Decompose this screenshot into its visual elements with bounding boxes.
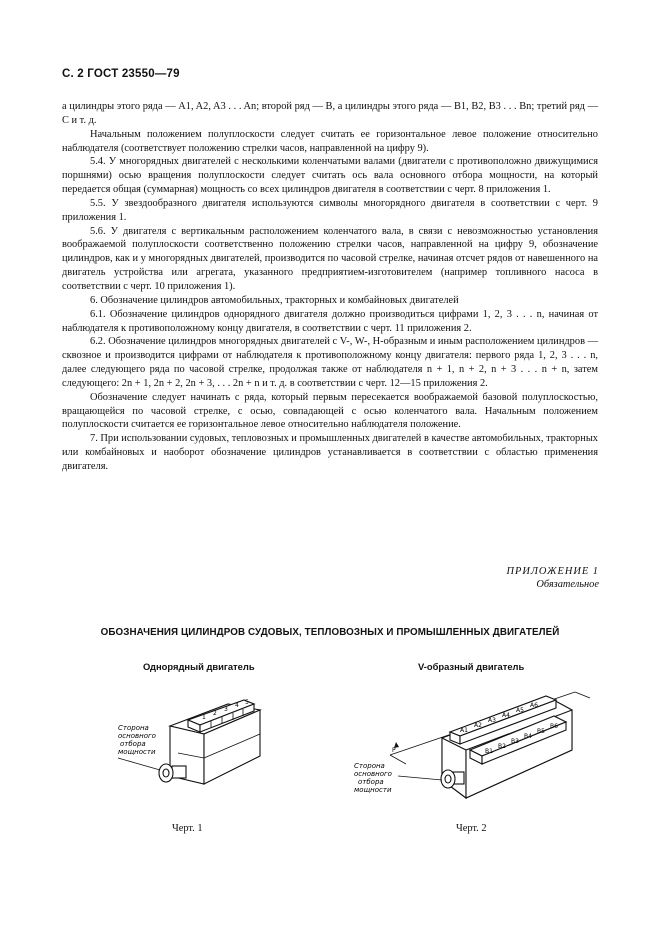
power-side-label: мощности (354, 786, 392, 794)
page-header: С. 2 ГОСТ 23550—79 (62, 68, 180, 80)
cylinder-label: 3 (224, 706, 228, 713)
power-side-label: основного (118, 732, 156, 740)
paragraph: Обозначение следует начинать с ряда, который первым пересекается воображаемой базовой полуплоскостью, вращающейся по часовой стрелке, с осью, совпадающей с осью коленчатого вала. Начальным положением полуплоскости считается ее горизонтальное левое относительно наблюдателя положение. (62, 391, 598, 431)
power-side-label: Сторона (118, 724, 149, 732)
paragraph: 6.2. Обозначение цилиндров многорядных двигателей с V-, W-, H-образным и иным расположением цилиндров — сквозное и производится цифрами от наблюдателя к противоположному концу двигателя: первого ряда 1, 2, 3 . . . n, далее следующего ряда по часовой стрелке, продолжая также от наблюдателя n + 1, n + 2, n + 3 . . . n + n, затем следующего: 2n + 1, 2n + 2, 2n + 3, . . . 2n + n и т. д. в соответствии с черт. 12—15 приложения 2. (62, 336, 598, 389)
paragraph: Начальным положением полуплоскости следует считать ее горизонтальное левое положение относительно наблюдателя (соответствует положению стрелки часов, направленной на цифру 9). (62, 128, 598, 154)
paragraph: 7. При использовании судовых, тепловозных и промышленных двигателей в качестве автомобильных, тракторных или комбайновых и наоборот обозначение цилиндров устанавливается в соответствии с областью применения двигателя. (62, 433, 598, 472)
figure-1-caption: Черт. 1 (172, 823, 203, 834)
arrow-label: P (392, 747, 396, 754)
cylinder-label-b: B3 (511, 738, 519, 745)
body-text (62, 100, 598, 474)
cylinder-label-a: A3 (488, 717, 496, 724)
figure-2-caption: Черт. 2 (456, 823, 487, 834)
appendix-subtitle: Обязательное (536, 579, 599, 590)
cylinder-label-a: A6 (530, 702, 538, 709)
cylinder-label-a: A5 (516, 707, 524, 714)
power-side-label: мощности (118, 748, 156, 756)
paragraph: 5.6. У двигателя с вертикальным расположением коленчатого вала, в связи с невозможностью установления воображаемой полуплоскости соответственно положению стрелки часов, направленной на цифру 9, обозначение цилиндров, как и у многорядных двигателей, производится по часовой стрелке, начиная отсчет рядов от навешенного на двигатель устройства или агрегата, указанного предприятием-изготовителем (например топливного насоса в соответствии с черт. 10 приложения 1). (62, 225, 598, 292)
cylinder-label-b: B1 (485, 748, 493, 755)
cylinder-label-b: B2 (498, 743, 506, 750)
paragraph: 5.5. У звездообразного двигателя используются символы многорядного двигателя в соответствии с черт. 9 приложения 1. (62, 197, 598, 223)
power-side-label: отбора (120, 740, 146, 748)
cylinder-label-a: A1 (460, 727, 468, 734)
cylinder-label-a: A2 (474, 722, 482, 729)
paragraph: 5.4. У многорядных двигателей с несколькими коленчатыми валами (двигатели с противоположно движущимися поршнями) осью вращения полуплоскости следует считать ось вала основного отбора мощности, на который передается общая (суммарная) мощность со всех цилиндров двигателя в соответствии с черт. 8 приложения 1. (62, 156, 598, 196)
figure-1-title: Однорядный двигатель (143, 661, 255, 672)
cylinder-label: 5 (245, 699, 249, 706)
cylinder-label-b: B4 (524, 733, 532, 740)
cylinder-label-b: B5 (537, 728, 545, 735)
paragraph: а цилиндры этого ряда — A1, A2, A3 . . . An; второй ряд — B, а цилиндры этого ряда — B1, B2, B3 . . . Bn; третий ряд — C и т. д. (62, 101, 598, 126)
cylinder-label-b: B6 (550, 723, 558, 730)
power-side-label: Сторона (354, 762, 385, 770)
section-title: ОБОЗНАЧЕНИЯ ЦИЛИНДРОВ СУДОВЫХ, ТЕПЛОВОЗНЫХ И ПРОМЫШЛЕННЫХ ДВИГАТЕЛЕЙ (100, 627, 560, 638)
figure-2-title: V-образный двигатель (418, 661, 525, 672)
cylinder-label: 1 (202, 714, 206, 721)
paragraph: 6.1. Обозначение цилиндров однорядного двигателя должно производиться цифрами 1, 2, 3 . . . n, начиная от наблюдателя к противоположному концу двигателя, в соответствии с черт. 11 приложения 2. (62, 308, 598, 334)
appendix-title: ПРИЛОЖЕНИЕ 1 (506, 566, 599, 577)
power-side-label: основного (354, 770, 392, 778)
cylinder-label: 2 (213, 710, 217, 717)
power-side-label: отбора (358, 778, 384, 786)
v-engine-drawing (350, 680, 610, 810)
cylinder-label-a: A4 (502, 712, 510, 719)
paragraph: 6. Обозначение цилиндров автомобильных, тракторных и комбайновых двигателей (90, 294, 459, 306)
inline-engine-drawing (108, 698, 278, 808)
appendix-label (506, 565, 599, 591)
cylinder-label: 4 (235, 702, 239, 709)
